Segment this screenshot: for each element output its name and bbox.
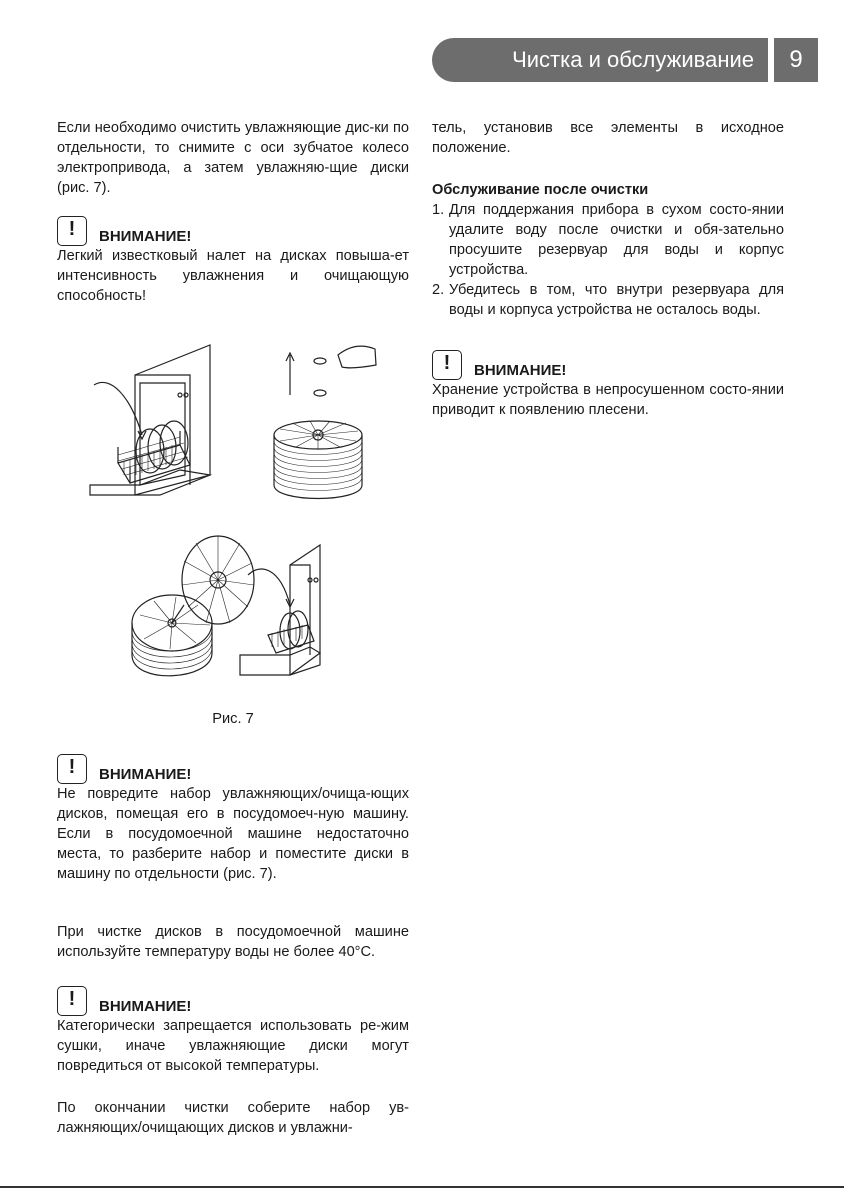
continuation-paragraph: тель, установив все элементы в исходное положение. <box>432 120 784 156</box>
figure-7-illustration <box>80 335 400 695</box>
page-bottom-rule <box>0 1186 844 1188</box>
final-paragraph: По окончании чистки соберите набор ув-лажняющих/очищающих дисков и увлажни- <box>57 1100 409 1136</box>
intro-paragraph: Если необходимо очистить увлажняющие дис-ки по отдельности, то снимите с оси зубчатое колесо электропривода, а затем увлажняю-щие диски (рис. 7). <box>57 120 409 196</box>
warning-block-right <box>432 348 784 420</box>
warning-block-3 <box>57 984 409 1076</box>
exclamation-box-icon: ! <box>57 216 87 246</box>
page-number: 9 <box>774 38 818 82</box>
figure-caption: Рис. 7 <box>212 711 254 727</box>
step-number: 1. <box>432 202 445 218</box>
disks-to-dishwasher-drawing <box>132 536 320 676</box>
maintenance-steps <box>432 200 784 320</box>
warning-title: ВНИМАНИЕ! <box>99 228 192 245</box>
warning-block-1 <box>57 214 409 306</box>
warning-block-2 <box>57 752 409 884</box>
warning-title: ВНИМАНИЕ! <box>474 362 567 379</box>
list-item <box>432 200 784 280</box>
step-number: 2. <box>432 282 445 298</box>
list-item <box>432 280 784 320</box>
header-bar <box>432 38 768 82</box>
exclamation-box-icon: ! <box>57 754 87 784</box>
step-text: Убедитесь в том, что внутри резервуара для воды и корпуса устройства не осталось воды. <box>449 282 784 318</box>
disk-stack-drawing <box>274 346 376 498</box>
warning-text: Хранение устройства в непросушенном состо-янии приводит к появлению плесени. <box>432 382 784 418</box>
header-title: Чистка и обслуживание <box>512 47 754 72</box>
exclamation-box-icon: ! <box>57 986 87 1016</box>
exclamation-box-icon: ! <box>432 350 462 380</box>
temperature-paragraph: При чистке дисков в посудомоечной машине используйте температуру воды не более 40°С. <box>57 924 409 960</box>
final-note <box>57 1098 409 1138</box>
warning-text: Легкий известковый налет на дисках повыша-ет интенсивность увлажнения и очищающую способность! <box>57 248 409 304</box>
warning-text: Не повредите набор увлажняющих/очища-ющих дисков, помещая его в посудомоеч-ную машину. Если в посудомоечной машине недостаточно места, то разберите набор и поместите диски в машину по отдельности (рис. 7). <box>57 786 409 882</box>
step-text: Для поддержания прибора в сухом состо-янии удалите воду после очистки и обя-зательно просушите резервуар для воды и корпус устройства. <box>449 202 784 278</box>
temperature-note <box>57 922 409 962</box>
left-column-top <box>57 118 409 198</box>
dishwasher-drawing-1 <box>90 345 210 495</box>
warning-text: Категорически запрещается использовать ре-жим сушки, иначе увлажняющие диски могут повредиться от высокой температуры. <box>57 1018 409 1074</box>
warning-title: ВНИМАНИЕ! <box>99 998 192 1015</box>
right-column <box>432 118 784 320</box>
warning-title: ВНИМАНИЕ! <box>99 766 192 783</box>
section-title: Обслуживание после очистки <box>432 182 649 198</box>
